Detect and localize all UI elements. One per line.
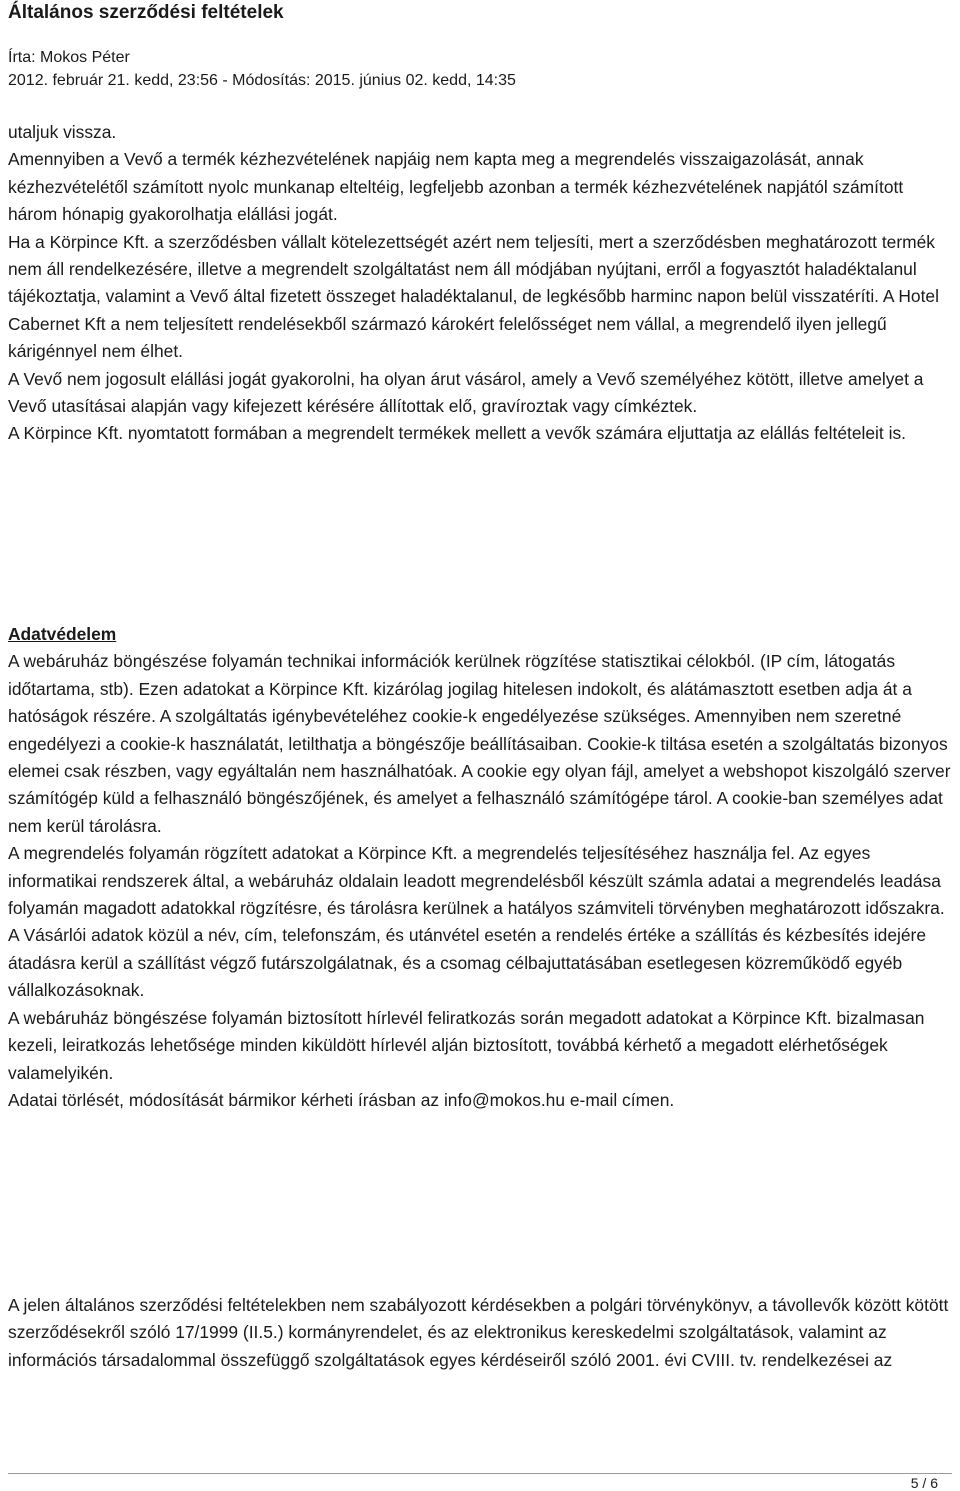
withdrawal-section [8, 119, 952, 448]
body-paragraph: A Vevő nem jogosult elállási jogát gyakorolni, ha olyan árut vásárol, amely a Vevő személyéhez kötött, illetve amelyet a Vevő utasításai alapján vagy kifejezett kérésére állítottak elő, gravíroztak vagy címkéztek. [8, 368, 924, 417]
page-number: 5 / 6 [910, 1475, 938, 1491]
date-line: 2012. február 21. kedd, 23:56 - Módosítás: 2015. június 02. kedd, 14:35 [8, 72, 516, 89]
body-paragraph: A webáruház böngészése folyamán technikai információk kerülnek rögzítése statisztikai célokból. (IP cím, látogatás időtartama, stb). Ezen adatokat a Körpince Kft. kizárólag jogilag hitelesen indokolt, és alátámasztott esetben adja át a hatóságok részére. A szolgáltatás igénybevételéhez cookie-k engedélyezése szükséges. Amennyiben nem szeretné engedélyezi a cookie-k használatát, letilthatja a böngészője beállításaiban. Cookie-k tiltása esetén a szolgáltatás bizonyos elemei csak részben, vagy egyáltalán nem használhatóak. A cookie egy olyan fájl, amelyet a webshopot kiszolgáló szerver számítógép küld a felhasználó böngészőjének, és amelyet a felhasználó számítógépe tárol. A cookie-ban személyes adat nem kerül tárolásra. [8, 651, 951, 836]
body-paragraph: Ha a Körpince Kft. a szerződésben vállalt kötelezettségét azért nem teljesíti, mert a szerződésben meghatározott termék nem áll rendelkezésére, illetve a megrendelt szolgáltatást nem áll módjában nyújtani, erről a fogyasztót haladéktalanul tájékoztatja, valamint a Vevő által fizetett összeget haladéktalanul, de legkésőbb harminc napon belül visszatéríti. A Hotel Cabernet Kft a nem teljesített rendelésekből származó károkért felelősséget nem vállal, a megrendelő ilyen jellegű kárigénnyel nem élhet. [8, 231, 939, 362]
privacy-section [8, 621, 952, 1114]
document-title: Általános szerződési feltételek [8, 2, 284, 23]
body-paragraph: A Körpince Kft. nyomtatott formában a megrendelt termékek mellett a vevők számára eljuttatja az elállás feltételeit is. [8, 423, 906, 444]
author-line: Írta: Mokos Péter [8, 49, 130, 66]
body-paragraph: Adatai törlését, módosítását bármikor kérheti írásban az info@mokos.hu e-mail címen. [8, 1089, 675, 1110]
body-paragraph: A jelen általános szerződési feltételekben nem szabályozott kérdésekben a polgári törvénykönyv, a távollevők között kötött szerződésekről szóló 17/1999 (II.5.) kormányrendelet, és az elektronikus kereskedelmi szolgáltatások, valamint az információs társadalommal összefüggő szolgáltatások egyes kérdéseiről szóló 2001. évi CVIII. tv. rendelkezései az [8, 1295, 949, 1370]
body-paragraph: A webáruház böngészése folyamán biztosított hírlevél feliratkozás során megadott adatokat a Körpince Kft. bizalmasan kezeli, leiratkozás lehetősége minden kiküldött hírlevél alján biztosított, továbbá kérhető a megadott elérhetőségek valamelyikén. [8, 1007, 925, 1083]
footer-divider [8, 1473, 952, 1474]
closing-section [8, 1292, 952, 1374]
body-paragraph: A megrendelés folyamán rögzített adatokat a Körpince Kft. a megrendelés teljesítéséhez használja fel. Az egyes informatikai rendszerek által, a webáruház oldalain leadott megrendelésből készült számla adatai a megrendelés leadása folyamán magadott adatokkal rögzítésre, és tárolásra kerülnek a hatályos számviteli törvényben meghatározott időszakra. A Vásárlói adatok közül a név, cím, telefonszám, és utánvétel esetén a rendelés értéke a szállítás és kézbesítés idejére átadásra kerül a szállítást végző futárszolgálatnak, és a csomag célbajuttatásában esetlegesen közreműködő egyéb vállalkozásoknak. [8, 843, 945, 1001]
body-paragraph: utaljuk vissza. [8, 122, 117, 142]
body-paragraph: Amennyiben a Vevő a termék kézhezvételének napjáig nem kapta meg a megrendelés visszaigazolását, annak kézhezvételétől számított nyolc munkanap elteltéig, legfeljebb azonban a termék kézhezvételének napjától számított három hónapig gyakorolhatja elállási jogát. [8, 149, 904, 225]
section-heading: Adatvédelem [8, 624, 117, 644]
